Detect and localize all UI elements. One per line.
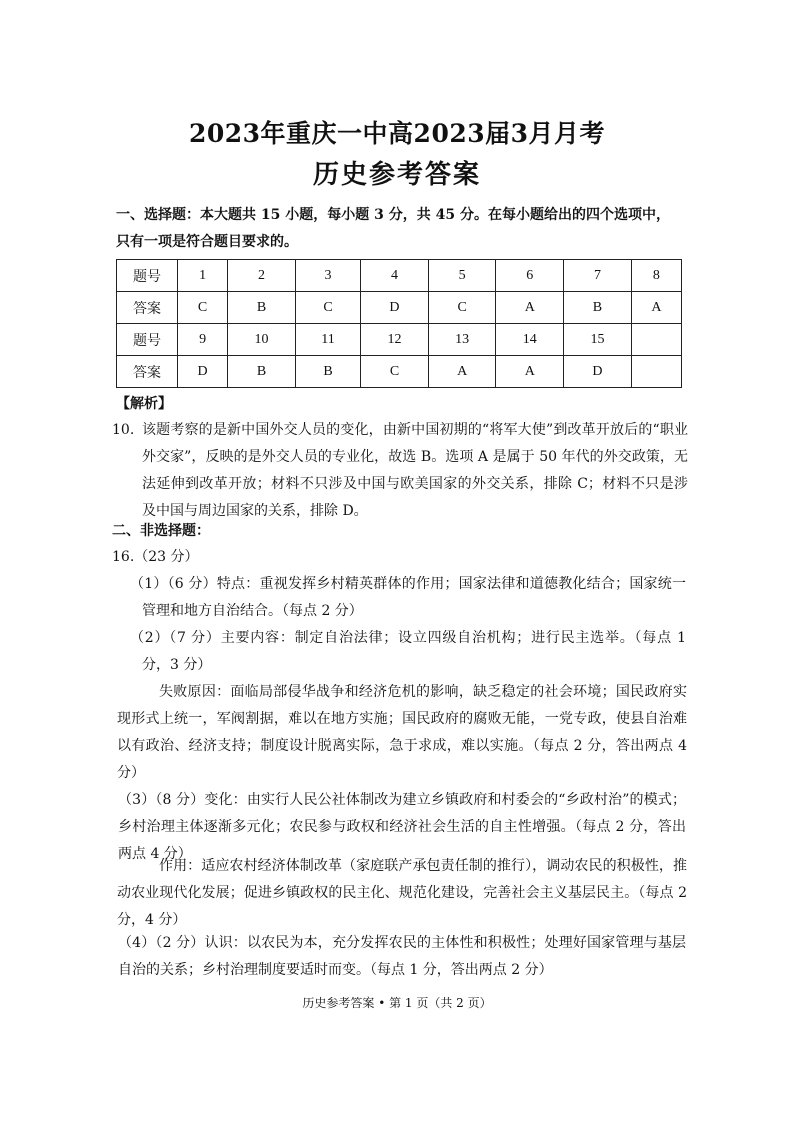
table-row xyxy=(117,292,682,324)
table-cell: 2 xyxy=(228,260,296,292)
table-cell: 7 xyxy=(564,260,632,292)
table-row-header: 答案 xyxy=(117,292,178,324)
table-row xyxy=(117,356,682,388)
exam-title: 2023年重庆一中高2023届3月月考 xyxy=(188,119,606,148)
table-cell: 6 xyxy=(496,260,564,292)
q16-part3-effects xyxy=(117,853,687,934)
table-cell: 4 xyxy=(361,260,429,292)
table-cell: 8 xyxy=(631,260,681,292)
q16-part4-text: （4）（2 分）认识：以农民为本，充分发挥农民的主体性和积极性；处理好国家管理与基层自治的关系；乡村治理制度要适时而变。（每点 1 分，答出两点 2 分） xyxy=(118,935,686,978)
table-cell: 10 xyxy=(228,324,296,356)
q10-text: 该题考察的是新中国外交人员的变化，由新中国初期的“将军大使”到改革开放后的“职业外交家”，反映的是外交人员的专业化，故选 B。选项 A 是属于 50 年代的外交政策，无法延伸到改革开放；材料不只涉及中国与欧美国家的外交关系，排除 C；材料不只是涉及中国与周边国家的关系，排除 D。 xyxy=(142,422,688,519)
q10-number: 10. xyxy=(112,422,135,438)
table-row-header: 答案 xyxy=(117,356,178,388)
table-cell: 9 xyxy=(178,324,228,356)
table-cell: A xyxy=(631,292,681,324)
document-subtitle: 历史参考答案 xyxy=(312,160,481,190)
table-cell: 14 xyxy=(496,324,564,356)
table-cell: 5 xyxy=(428,260,496,292)
table-row-header: 题号 xyxy=(117,324,178,356)
table-cell: 13 xyxy=(428,324,496,356)
section1-heading: 一、选择题：本大题共 15 小题，每小题 3 分，共 45 分。在每小题给出的四个选项中，只有一项是符合题目要求的。 xyxy=(116,207,670,250)
q16-part2 xyxy=(130,625,686,679)
table-cell: B xyxy=(295,356,360,388)
table-cell: B xyxy=(228,356,296,388)
q10-analysis xyxy=(112,417,688,525)
answer-table xyxy=(116,259,682,388)
table-cell: 1 xyxy=(178,260,228,292)
table-cell xyxy=(631,324,681,356)
table-cell xyxy=(631,356,681,388)
table-cell: D xyxy=(178,356,228,388)
q16-part3-text: （3）（8 分）变化：由实行人民公社体制改为建立乡镇政府和村委会的“乡政村治”的模式；乡村治理主体逐渐多元化；农民参与政权和经济社会生活的自主性增强。（每点 2 分，答出两点 4 分） xyxy=(118,792,686,862)
section2-heading: 二、非选择题： xyxy=(112,523,210,539)
table-cell: 15 xyxy=(564,324,632,356)
table-cell: 11 xyxy=(295,324,360,356)
table-cell: C xyxy=(428,292,496,324)
table-cell: C xyxy=(361,356,429,388)
table-cell: 3 xyxy=(295,260,360,292)
table-cell: B xyxy=(564,292,632,324)
table-cell: D xyxy=(361,292,429,324)
table-cell: 12 xyxy=(361,324,429,356)
q16-part2-text: （2）（7 分）主要内容：制定自治法律；设立四级自治机构；进行民主选举。（每点 1 分，3 分） xyxy=(130,630,686,673)
table-cell: A xyxy=(496,292,564,324)
table-row xyxy=(117,260,682,292)
q16-part4 xyxy=(118,930,686,984)
table-cell: C xyxy=(295,292,360,324)
q16-part2-reasons xyxy=(117,679,687,787)
q16-part1-text: （1）（6 分）特点：重视发挥乡村精英群体的作用；国家法律和道德教化结合；国家统一管理和地方自治结合。（每点 2 分） xyxy=(130,576,686,619)
table-cell: B xyxy=(228,292,296,324)
table-row xyxy=(117,324,682,356)
table-cell: C xyxy=(178,292,228,324)
q16-label: 16.（23 分） xyxy=(112,549,199,565)
analysis-heading: 【解析】 xyxy=(116,396,172,412)
table-cell: D xyxy=(564,356,632,388)
q16-part3-effects-text: 作用：适应农村经济体制改革（家庭联产承包责任制的推行），调动农民的积极性，推动农业现代化发展；促进乡镇政权的民主化、规范化建设，完善社会主义基层民主。（每点 2 分，4 分） xyxy=(117,858,687,928)
page-footer: 历史参考答案 • 第 1 页（共 2 页） xyxy=(302,996,492,1010)
q16-part1 xyxy=(130,571,686,625)
q16-part2-reasons-text: 失败原因：面临局部侵华战争和经济危机的影响，缺乏稳定的社会环境；国民政府实现形式上统一，军阀割据，难以在地方实施；国民政府的腐败无能，一党专政，使县自治难以有政治、经济支持；制度设计脱离实际，急于求成，难以实施。（每点 2 分，答出两点 4 分） xyxy=(117,684,687,781)
table-cell: A xyxy=(496,356,564,388)
table-cell: A xyxy=(428,356,496,388)
table-row-header: 题号 xyxy=(117,260,178,292)
